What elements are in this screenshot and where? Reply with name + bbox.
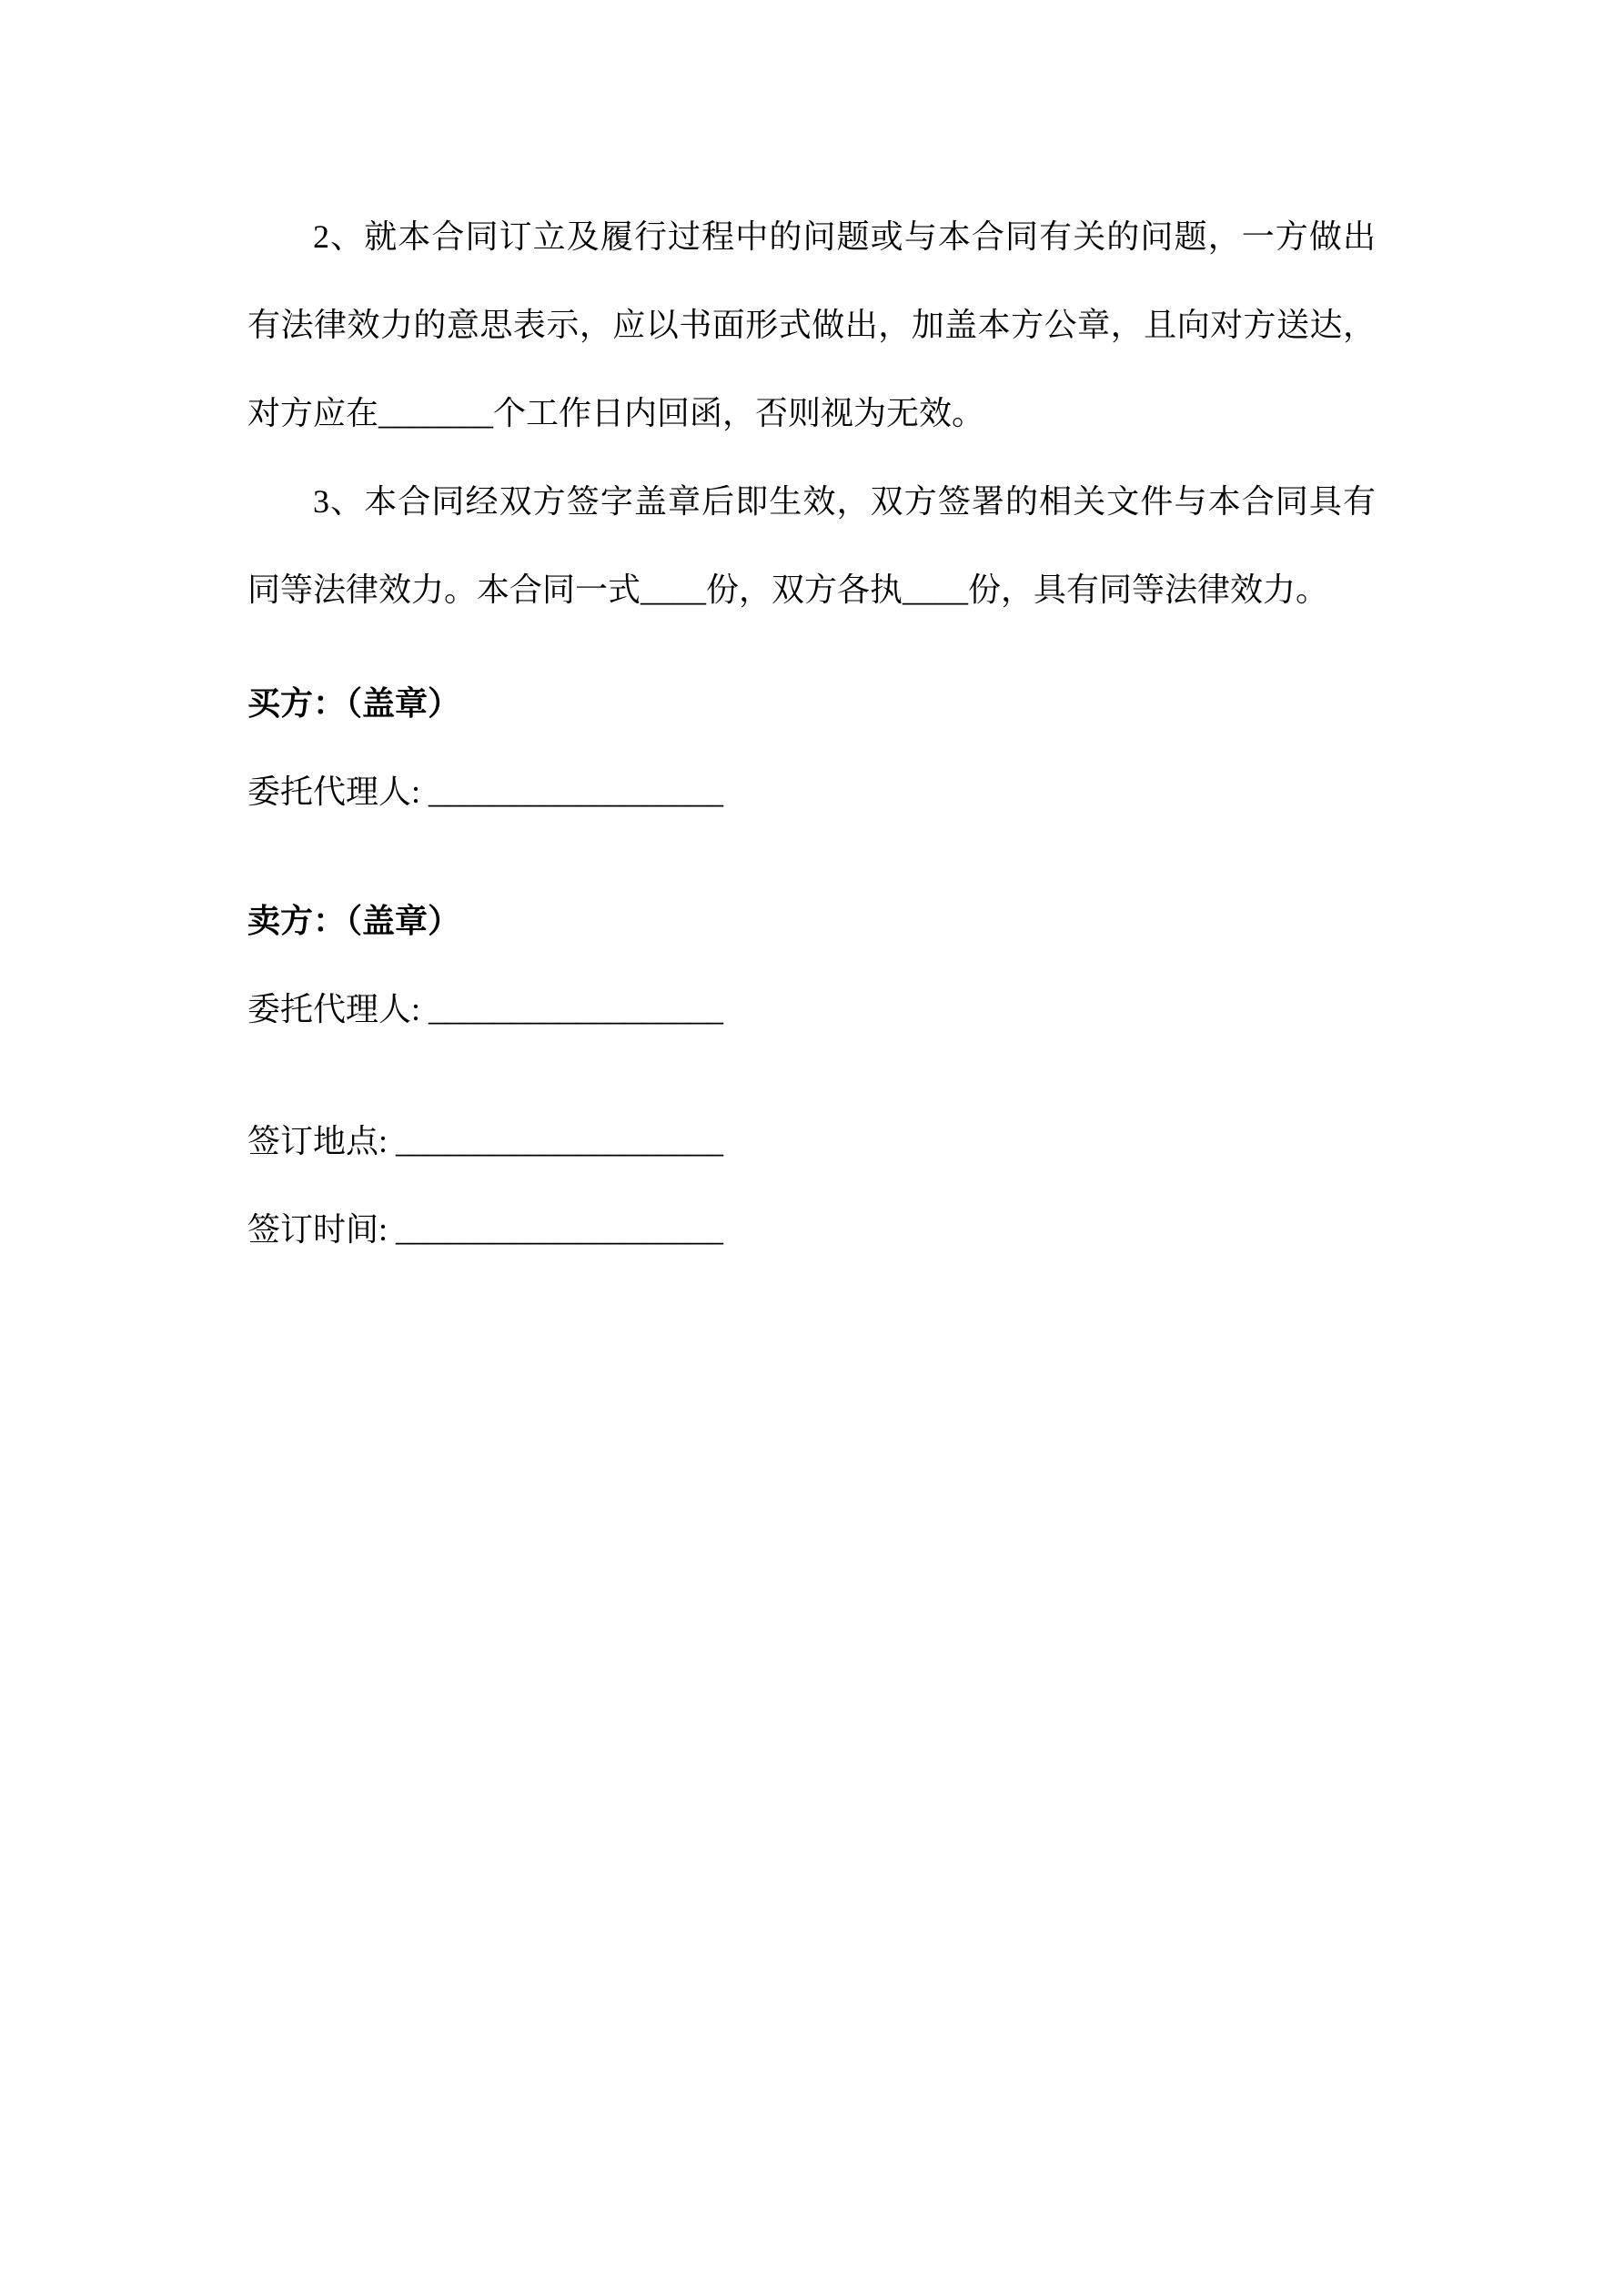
signing-place-field [247,1097,1376,1186]
buyer-heading: 买方：（盖章） [247,685,461,722]
signing-place-label: 签订地点: [247,1123,397,1159]
signing-place-blank-line: ____________________ [396,1123,724,1159]
clause-3-paragraph: 3、本合同经双方签字盖章后即生效，双方签署的相关文件与本合同具有同等法律效力。本合同一式____份，双方各执____份，具有同等法律效力。 [247,483,1376,608]
seller-heading: 卖方：（盖章） [247,903,461,939]
signing-time-field [247,1186,1376,1274]
seller-signature-block [247,877,1376,1054]
signing-details-block [247,1097,1376,1274]
seller-agent-field [247,966,1376,1054]
clause-2-paragraph: 2、就本合同订立及履行过程中的问题或与本合同有关的问题，一方做出有法律效力的意思表示，应以书面形式做出，加盖本方公章，且向对方送达，对方应在_______个工作日内回函，否则视为无效。 [247,218,1376,431]
buyer-signature-block [247,660,1376,836]
signing-time-label: 签订时间: [247,1211,397,1248]
signing-time-blank-line: ____________________ [396,1211,724,1248]
buyer-agent-label: 委托代理人: [247,774,429,810]
seller-agent-label: 委托代理人: [247,991,429,1027]
buyer-agent-blank-line: __________________ [429,774,724,810]
buyer-agent-field [247,748,1376,836]
seller-agent-blank-line: __________________ [429,991,724,1027]
